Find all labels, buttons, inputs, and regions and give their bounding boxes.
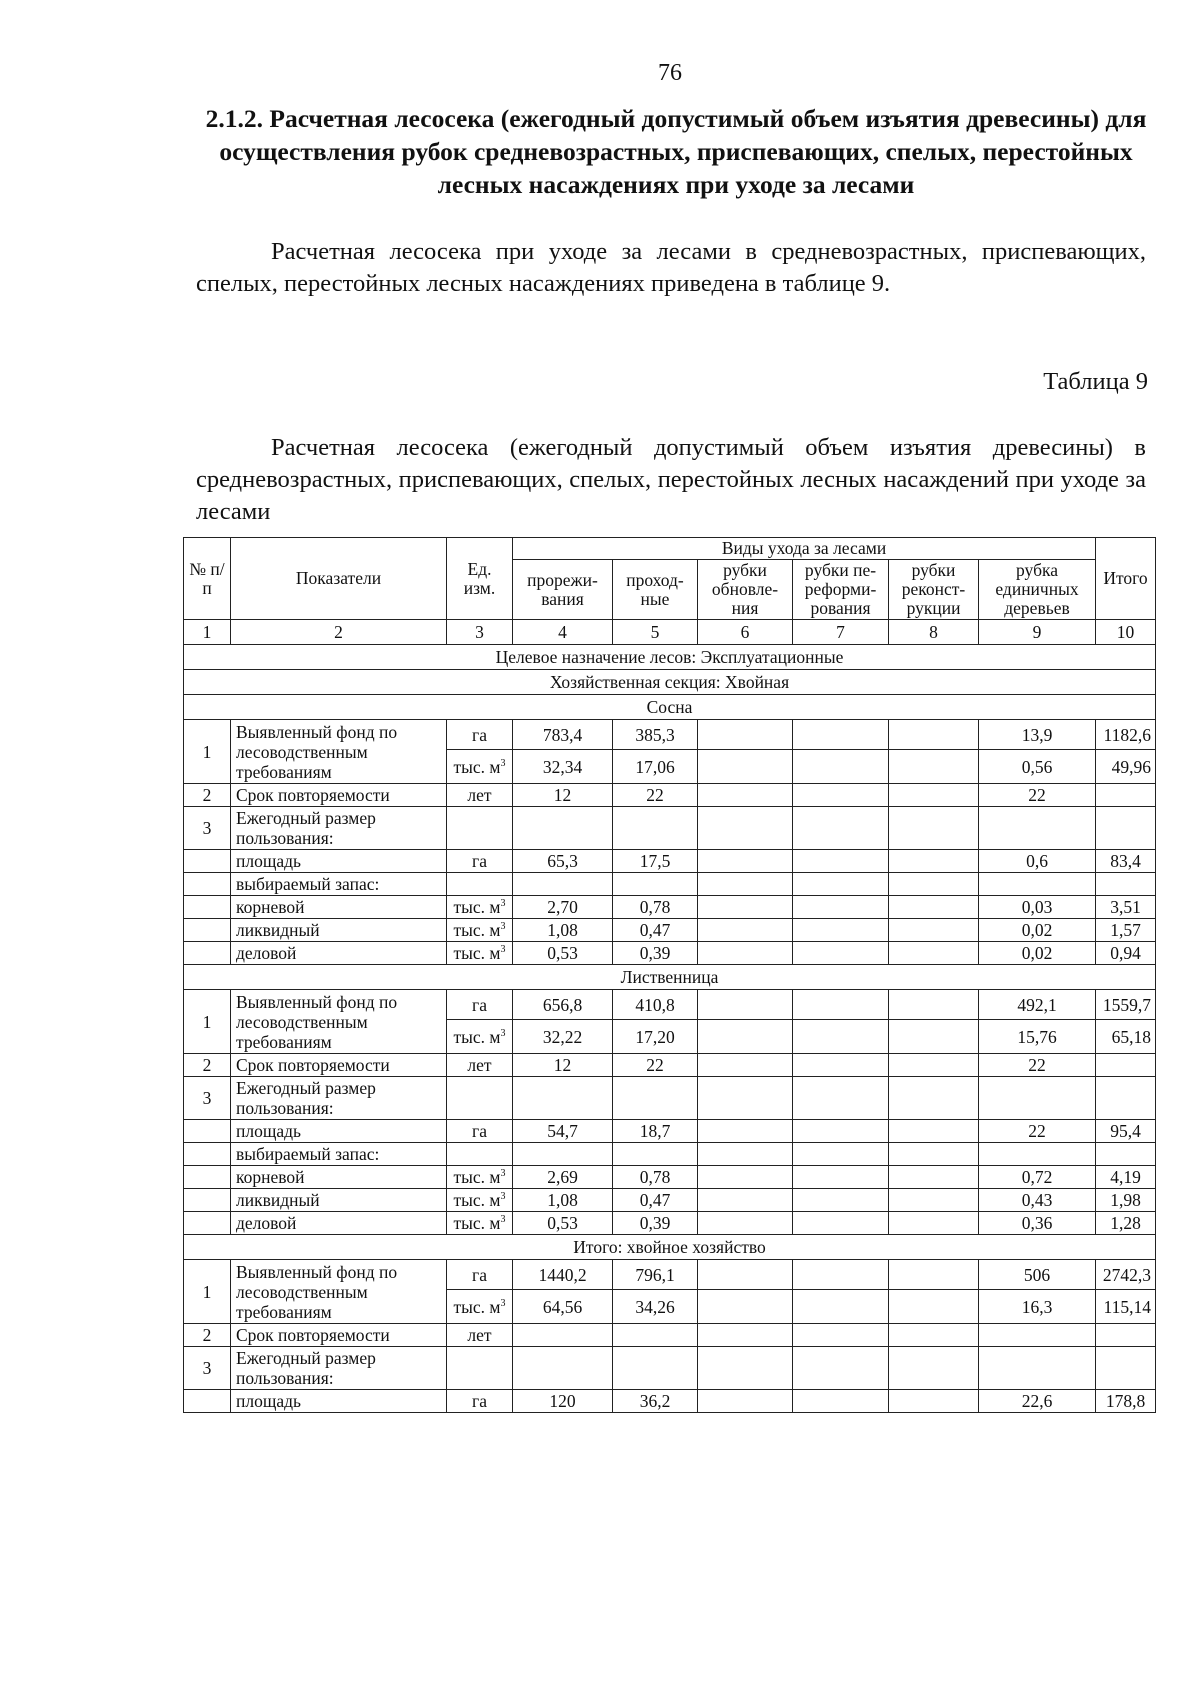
col-number: 3: [447, 620, 513, 645]
data-cell: 12: [513, 784, 613, 807]
col-number: 1: [184, 620, 231, 645]
data-cell: 0,53: [513, 1212, 613, 1235]
data-cell: 492,1: [979, 990, 1096, 1020]
label-stock: выбираемый запас:: [231, 1143, 447, 1166]
data-cell: 796,1: [613, 1260, 698, 1290]
data-cell: 95,4: [1096, 1120, 1156, 1143]
data-cell: 64,56: [513, 1290, 613, 1324]
unit-cell: тыс. $м^3$: [447, 919, 513, 942]
unit-cell: тыс. $м^3$: [447, 942, 513, 965]
allowable-cut-table: [183, 537, 1156, 1413]
label-area: площадь: [231, 1120, 447, 1143]
data-cell: 15,76: [979, 1020, 1096, 1054]
header-passing: проход-ные: [613, 560, 698, 620]
col-number: 5: [613, 620, 698, 645]
label-annual: Ежегодный размер пользования:: [231, 1077, 447, 1120]
column-numbers-row: [184, 620, 1156, 645]
unit-cell: га: [447, 850, 513, 873]
unit-cell: тыс. $м^3$: [447, 1212, 513, 1235]
unit-cell: лет: [447, 784, 513, 807]
row-num: 2: [184, 1054, 231, 1077]
data-cell: 115,14: [1096, 1290, 1156, 1324]
table-label: Таблица 9: [1043, 368, 1148, 395]
data-cell: 13,9: [979, 720, 1096, 750]
data-cell: 49,96: [1096, 750, 1156, 784]
unit-cell: тыс. $м^3$: [447, 750, 513, 784]
data-cell: 17,5: [613, 850, 698, 873]
unit-cell: тыс. $м^3$: [447, 1166, 513, 1189]
data-cell: 0,78: [613, 1166, 698, 1189]
data-cell: 18,7: [613, 1120, 698, 1143]
data-cell: 4,19: [1096, 1166, 1156, 1189]
header-renewal: рубки обновле-ния: [698, 560, 793, 620]
unit-cell: тыс. $м^3$: [447, 1020, 513, 1054]
data-cell: 2,69: [513, 1166, 613, 1189]
data-cell: 1440,2: [513, 1260, 613, 1290]
label-annual: Ежегодный размер пользования:: [231, 1347, 447, 1390]
data-cell: 65,3: [513, 850, 613, 873]
data-cell: 0,03: [979, 896, 1096, 919]
data-cell: 2742,3: [1096, 1260, 1156, 1290]
unit-cell: га: [447, 1390, 513, 1413]
data-cell: 0,02: [979, 942, 1096, 965]
data-cell: 1,08: [513, 919, 613, 942]
data-cell: 12: [513, 1054, 613, 1077]
unit-cell: тыс. $м^3$: [447, 896, 513, 919]
row-num: 2: [184, 784, 231, 807]
row-num: 3: [184, 1347, 231, 1390]
data-cell: 0,56: [979, 750, 1096, 784]
col-number: 6: [698, 620, 793, 645]
label-fund: Выявленный фонд по лесоводственным требованиям: [231, 720, 447, 784]
data-cell: 120: [513, 1390, 613, 1413]
data-cell: 17,06: [613, 750, 698, 784]
data-cell: 32,34: [513, 750, 613, 784]
data-cell: 36,2: [613, 1390, 698, 1413]
row-num: 3: [184, 1077, 231, 1120]
label-liquid: ликвидный: [231, 919, 447, 942]
species-row-pine: Сосна: [184, 695, 1156, 720]
page-number: 76: [658, 60, 682, 86]
col-number: 8: [889, 620, 979, 645]
row-num: 1: [184, 990, 231, 1054]
section-heading: 2.1.2. Расчетная лесосека (ежегодный допустимый объем изъятия древесины) для осуществления рубок средневозрастных, приспевающих, спелых, перестойных лесных насаждениях при уходе за лесами: [205, 104, 1147, 199]
data-cell: 0,47: [613, 1189, 698, 1212]
data-cell: 22: [979, 1054, 1096, 1077]
header-care-types: Виды ухода за лесами: [513, 538, 1096, 560]
data-cell: 178,8: [1096, 1390, 1156, 1413]
label-area: площадь: [231, 850, 447, 873]
header-unit: Ед. изм.: [447, 538, 513, 620]
data-cell: 656,8: [513, 990, 613, 1020]
data-cell: 0,02: [979, 919, 1096, 942]
data-cell: 1,98: [1096, 1189, 1156, 1212]
unit-cell: тыс. $м^3$: [447, 1290, 513, 1324]
data-cell: 0,36: [979, 1212, 1096, 1235]
data-cell: 16,3: [979, 1290, 1096, 1324]
data-cell: 2,70: [513, 896, 613, 919]
data-cell: 54,7: [513, 1120, 613, 1143]
data-cell: 0,6: [979, 850, 1096, 873]
data-cell: 506: [979, 1260, 1096, 1290]
data-cell: 22: [979, 784, 1096, 807]
data-cell: 22: [979, 1120, 1096, 1143]
header-single-trees: рубка единичных деревьев: [979, 560, 1096, 620]
data-cell: 0,39: [613, 1212, 698, 1235]
data-cell: 0,72: [979, 1166, 1096, 1189]
col-number: 10: [1096, 620, 1156, 645]
table-caption: Расчетная лесосека (ежегодный допустимый объем изъятия древесины) в средневозрастных, приспевающих, спелых, перестойных лесных насаждений при уходе за лесами: [196, 434, 1146, 525]
label-fund: Выявленный фонд по лесоводственным требованиям: [231, 1260, 447, 1324]
data-cell: 3,51: [1096, 896, 1156, 919]
unit-cell: тыс. $м^3$: [447, 1189, 513, 1212]
species-row-larch: Лиственница: [184, 965, 1156, 990]
label-fund: Выявленный фонд по лесоводственным требованиям: [231, 990, 447, 1054]
data-cell: 22,6: [979, 1390, 1096, 1413]
data-cell: 0,53: [513, 942, 613, 965]
row-num: 3: [184, 807, 231, 850]
label-root: корневой: [231, 1166, 447, 1189]
data-cell: 0,47: [613, 919, 698, 942]
header-reform: рубки пе-реформи-рования: [793, 560, 889, 620]
header-num: № п/п: [184, 538, 231, 620]
unit-cell: га: [447, 720, 513, 750]
header-total: Итого: [1096, 538, 1156, 620]
row-num: 1: [184, 720, 231, 784]
label-period: Срок повторяемости: [231, 1054, 447, 1077]
col-number: 4: [513, 620, 613, 645]
total-conifer-row: Итого: хвойное хозяйство: [184, 1235, 1156, 1260]
header-indicators: Показатели: [231, 538, 447, 620]
data-cell: 34,26: [613, 1290, 698, 1324]
col-number: 7: [793, 620, 889, 645]
data-cell: 1559,7: [1096, 990, 1156, 1020]
data-cell: 1182,6: [1096, 720, 1156, 750]
unit-cell: лет: [447, 1324, 513, 1347]
label-period: Срок повторяемости: [231, 784, 447, 807]
data-cell: 22: [613, 1054, 698, 1077]
unit-cell: га: [447, 990, 513, 1020]
section-row: Хозяйственная секция: Хвойная: [184, 670, 1156, 695]
data-cell: 783,4: [513, 720, 613, 750]
header-thinning: прорежи-вания: [513, 560, 613, 620]
unit-cell: лет: [447, 1054, 513, 1077]
purpose-row: Целевое назначение лесов: Эксплуатационные: [184, 645, 1156, 670]
label-period: Срок повторяемости: [231, 1324, 447, 1347]
unit-cell: га: [447, 1120, 513, 1143]
data-cell: 0,78: [613, 896, 698, 919]
col-number: 9: [979, 620, 1096, 645]
data-cell: 32,22: [513, 1020, 613, 1054]
data-cell: 0,43: [979, 1189, 1096, 1212]
label-liquid: ликвидный: [231, 1189, 447, 1212]
data-cell: 0,94: [1096, 942, 1156, 965]
data-cell: 1,28: [1096, 1212, 1156, 1235]
label-business: деловой: [231, 1212, 447, 1235]
data-cell: 385,3: [613, 720, 698, 750]
data-cell: 65,18: [1096, 1020, 1156, 1054]
row-num: 2: [184, 1324, 231, 1347]
header-reconstruction: рубки реконст-рукции: [889, 560, 979, 620]
label-business: деловой: [231, 942, 447, 965]
label-area: площадь: [231, 1390, 447, 1413]
data-cell: 410,8: [613, 990, 698, 1020]
unit-cell: га: [447, 1260, 513, 1290]
label-annual: Ежегодный размер пользования:: [231, 807, 447, 850]
col-number: 2: [231, 620, 447, 645]
data-cell: 17,20: [613, 1020, 698, 1054]
label-root: корневой: [231, 896, 447, 919]
data-cell: 1,08: [513, 1189, 613, 1212]
data-cell: 0,39: [613, 942, 698, 965]
label-stock: выбираемый запас:: [231, 873, 447, 896]
intro-paragraph: Расчетная лесосека при уходе за лесами в средневозрастных, приспевающих, спелых, перестойных лесных насаждениях приведена в таблице 9.: [196, 238, 1146, 297]
data-cell: 1,57: [1096, 919, 1156, 942]
row-num: 1: [184, 1260, 231, 1324]
data-cell: 83,4: [1096, 850, 1156, 873]
data-cell: 22: [613, 784, 698, 807]
